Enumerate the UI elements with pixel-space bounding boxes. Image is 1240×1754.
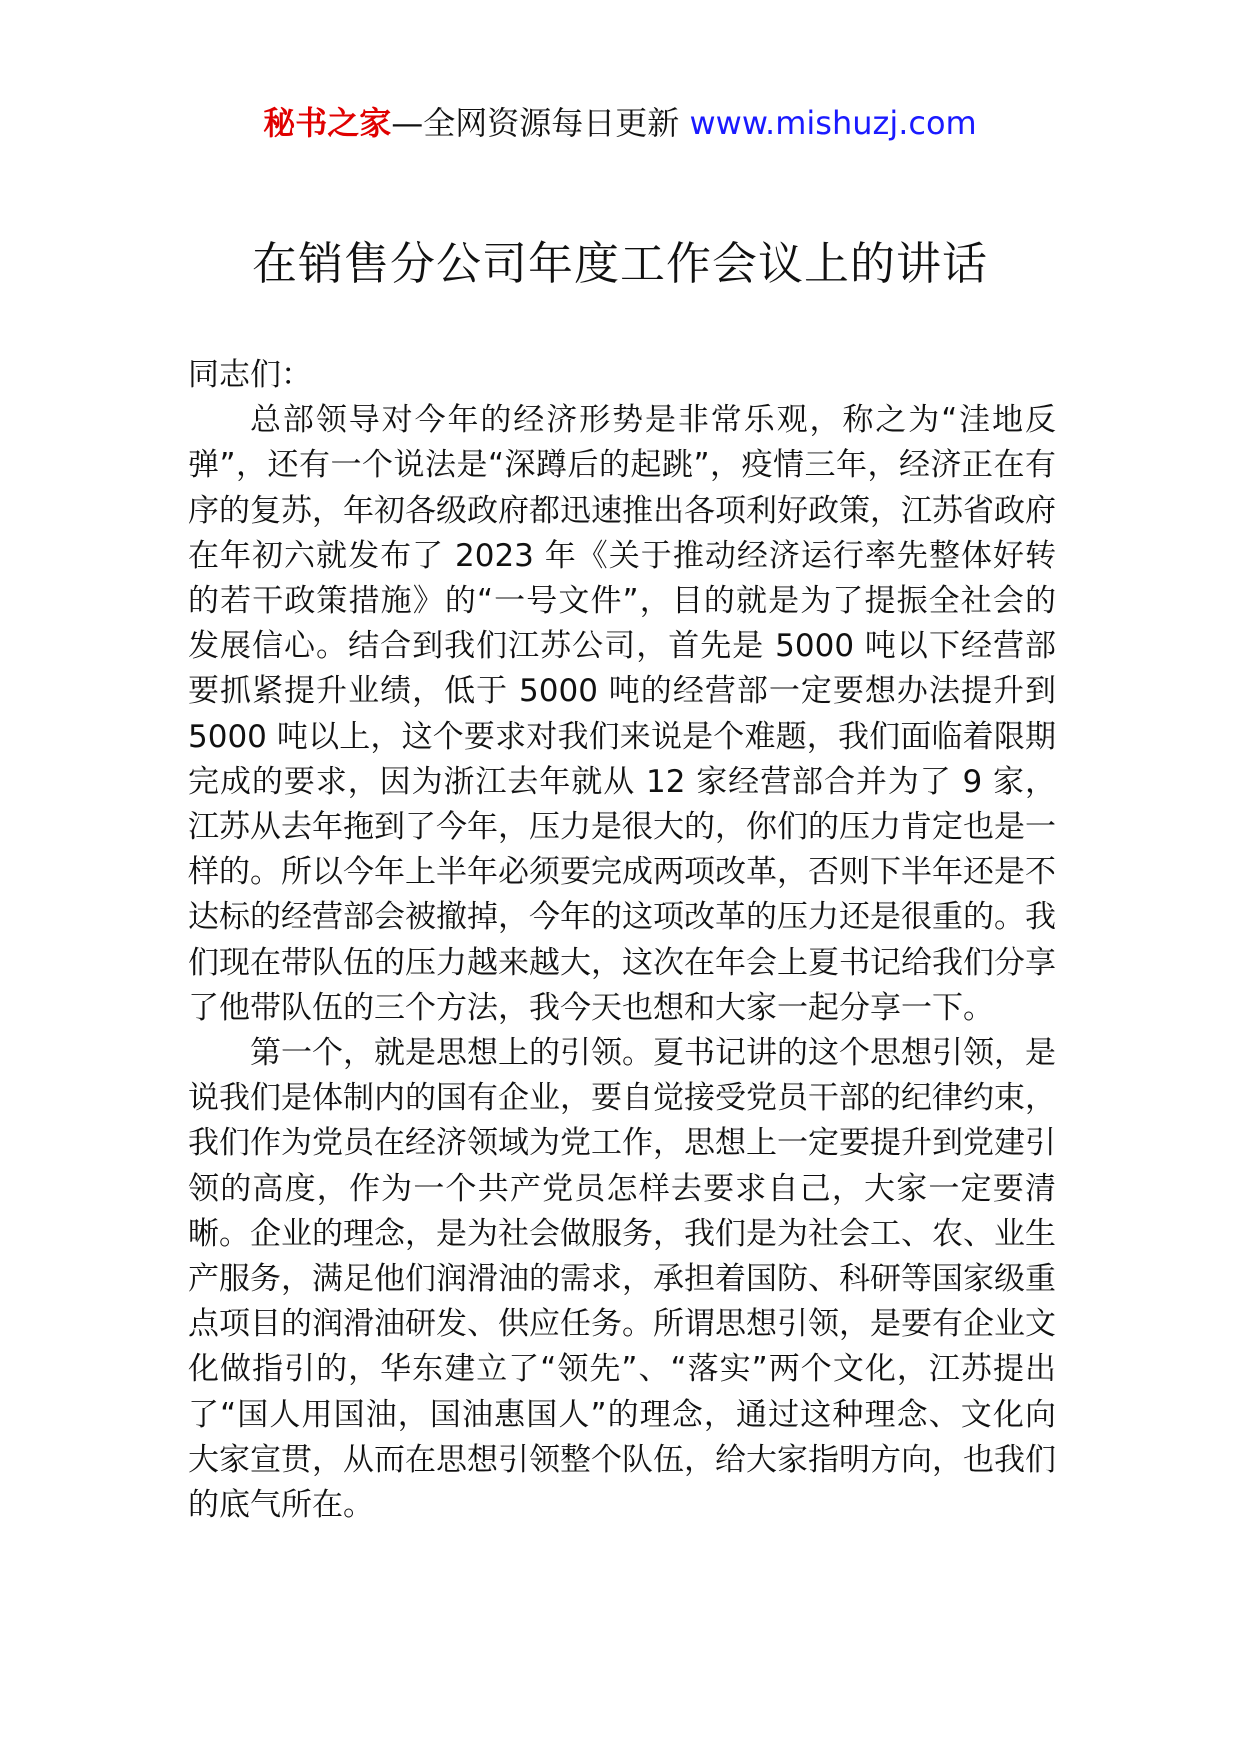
paragraph-2: 第一个，就是思想上的引领。夏书记讲的这个思想引领，是说我们是体制内的国有企业，要自觉接受党员干部的纪律约束，我们作为党员在经济领域为党工作，思想上一定要提升到党建引领的高度，作为一个共产党员怎样去要求自己，大家一定要清晰。企业的理念，是为社会做服务，我们是为社会工、农、业生产服务，满足他们润滑油的需求，承担着国防、科研等国家级重点项目的润滑油研发、供应任务。所谓思想引领，是要有企业文化做指引的，华东建立了“领先”、“落实”两个文化，江苏提出了“国人用国油，国油惠国人”的理念，通过这种理念、文化向大家宣贯，从而在思想引领整个队伍，给大家指明方向，也我们的底气所在。 [188,1035,1056,1524]
document-title: 在销售分公司年度工作会议上的讲话 [251,237,988,290]
site-header [0,100,1240,146]
paragraph-1: 总部领导对今年的经济形势是非常乐观，称之为“洼地反弹”，还有一个说法是“深蹲后的起跳”，疫情三年，经济正在有序的复苏，年初各级政府都迅速推出各项利好政策，江苏省政府在年初六就发布了 2023 年《关于推动经济运行率先整体好转的若干政策措施》的“一号文件”，目的就是为了提振全社会的发展信心。结合到我们江苏公司，首先是 5000 吨以下经营部要抓紧提升业绩，低于 5000 吨的经营部一定要想办法提升到 5000 吨以上，这个要求对我们来说是个难题，我们面临着限期完成的要求，因为浙江去年就从 12 家经营部合并为了 9 家，江苏从去年拖到了今年，压力是很大的，你们的压力肯定也是一样的。所以今年上半年必须要完成两项改革，否则下半年还是不达标的经营部会被撤掉，今年的这项改革的压力还是很重的。我们现在带队伍的压力越来越大，这次在年会上夏书记给我们分享了他带队伍的三个方法，我今天也想和大家一起分享一下。 [188,402,1056,1026]
salutation: 同志们： [188,357,312,393]
brand-name: 秘书之家 [263,104,392,142]
document-body [188,353,1056,1528]
site-url-link[interactable]: www.mishuzj.com [689,104,977,142]
header-slogan: —全网资源每日更新 [391,104,690,142]
